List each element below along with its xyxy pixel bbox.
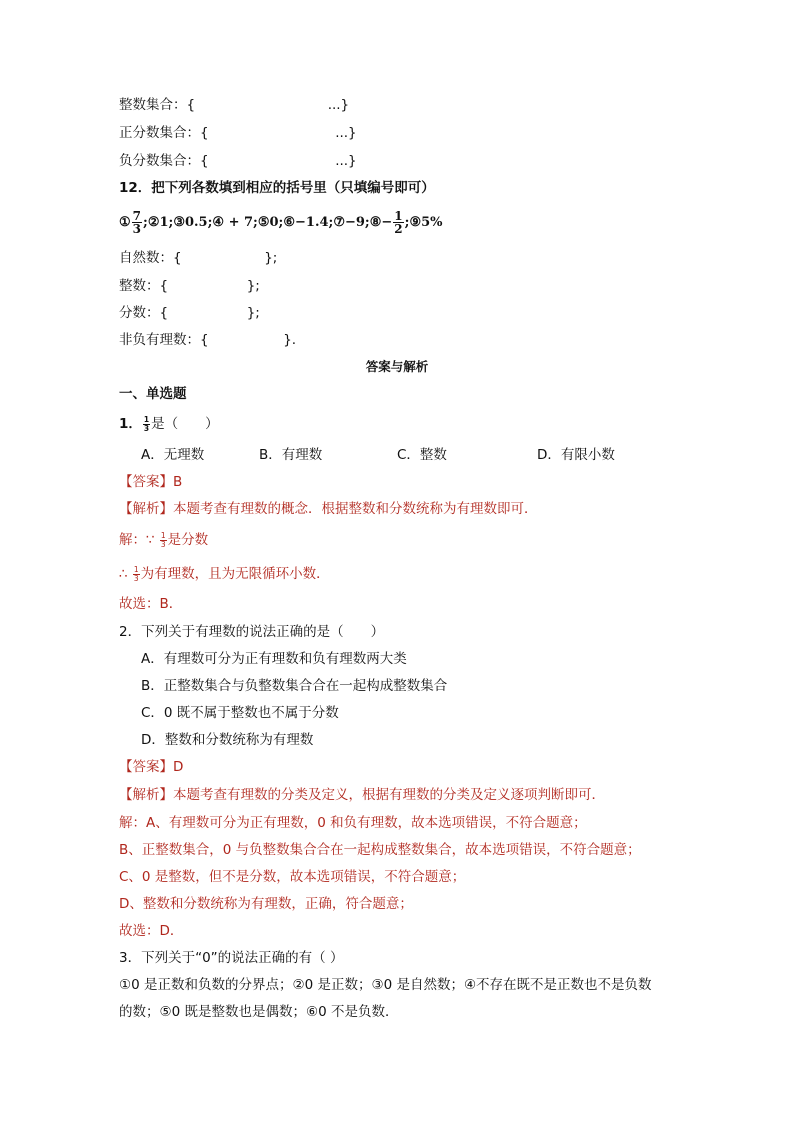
fraction-denominator: 3	[132, 222, 142, 236]
q2-conclusion: 故选：D．	[119, 923, 184, 939]
q2-option-d[interactable]: D．整数和分数统称为有理数	[141, 732, 314, 748]
set-label: 分数：{	[119, 305, 169, 321]
q12-number-list	[119, 206, 443, 240]
fraction-denominator: 3	[143, 423, 150, 433]
solution-tail: 为有理数，且为无限循环小数．	[140, 566, 330, 582]
set-label: 自然数：{	[119, 250, 182, 266]
q2-option-b[interactable]: B．正整数集合与负整数集合合在一起构成整数集合	[141, 678, 448, 694]
q2-option-a[interactable]: A．有理数可分为正有理数和负有理数两大类	[141, 651, 407, 667]
q12-fraction-line	[119, 303, 260, 323]
q12-item-7: ⑦−9;	[333, 215, 370, 230]
set-close: };	[246, 305, 260, 321]
question-number: 1．	[119, 416, 142, 432]
set-label: 正分数集合：{	[119, 125, 209, 141]
q1-option-b[interactable]: B．有理数	[259, 447, 323, 463]
solution-prefix: 解：∵	[119, 532, 155, 548]
q1-analysis: 【解析】本题考查有理数的概念．根据整数和分数统称为有理数即可．	[119, 501, 538, 517]
set-line-integer	[119, 95, 349, 115]
q12-item-2: ②1;	[147, 215, 174, 230]
set-label: 负分数集合：{	[119, 153, 209, 169]
fraction-numerator: 1	[143, 415, 150, 424]
set-label: 整数：{	[119, 278, 169, 294]
q12-integer-line	[119, 276, 260, 296]
q12-item-8	[369, 209, 410, 236]
set-close: ...}	[335, 153, 357, 169]
q2-solution-line: 解：A、有理数可分为正有理数，0 和负有理数，故本选项错误，不符合题意；	[119, 815, 587, 831]
q1-option-d[interactable]: D．有限小数	[537, 447, 615, 463]
question-tail: 是（ ）	[151, 416, 219, 432]
q1-conclusion: 故选：B．	[119, 596, 183, 612]
q2-solution-line: B、正整数集合，0 与负整数集合合在一起构成整数集合，故本选项错误，不符合题意；	[119, 842, 641, 858]
item-mark: ①	[119, 215, 131, 230]
set-label: 非负有理数：{	[119, 332, 209, 348]
q2-stem: 2．下列关于有理数的说法正确的是（ ）	[119, 624, 385, 640]
q3-statement-line-2: 的数；⑤0 既是整数也是偶数；⑥0 不是负数．	[119, 1004, 399, 1020]
fraction	[393, 210, 403, 235]
set-close: }.	[283, 332, 297, 348]
q1-solution-line-1	[119, 528, 208, 552]
q3-statement-line-1: ①0 是正数和负数的分界点；②0 是正数；③0 是自然数；④不存在既不是正数也不是负数	[119, 977, 652, 993]
set-close: };	[264, 250, 278, 266]
q1-stem	[119, 412, 219, 436]
fraction-numerator: 7	[132, 209, 142, 223]
fraction-denominator: 3	[133, 573, 139, 583]
q2-analysis: 【解析】本题考查有理数的分类及定义，根据有理数的分类及定义逐项判断即可．	[119, 787, 605, 803]
item-mark: ⑧−	[369, 215, 393, 230]
fraction	[132, 210, 142, 235]
fraction-denominator: 3	[160, 539, 166, 549]
q2-answer: 【答案】D	[119, 759, 184, 775]
q1-option-c[interactable]: C．整数	[397, 447, 447, 463]
solution-tail: 是分数	[167, 532, 209, 548]
answer-title: 答案与解析	[365, 359, 429, 374]
q12-item-6: ⑥−1.4;	[283, 215, 334, 230]
fraction-numerator: 1	[133, 565, 139, 574]
set-line-negative-fraction	[119, 151, 357, 171]
q12-natural-line	[119, 248, 277, 268]
fraction	[133, 566, 140, 582]
set-line-positive-fraction	[119, 123, 357, 143]
q1-solution-line-2	[119, 562, 330, 586]
set-close: ...}	[335, 125, 357, 141]
fraction-numerator: 1	[160, 531, 166, 540]
q12-stem: 12．把下列各数填到相应的括号里（只填编号即可）	[119, 180, 435, 196]
q1-answer: 【答案】B	[119, 474, 183, 490]
section-heading: 一、单选题	[119, 386, 187, 402]
q2-solution-line: C、0 是整数，但不是分数，故本选项错误，不符合题意；	[119, 869, 466, 885]
q2-option-c[interactable]: C．0 既不属于整数也不属于分数	[141, 705, 339, 721]
q12-nonnegative-line	[119, 330, 296, 350]
q3-stem: 3．下列关于“0”的说法正确的有（ ）	[119, 950, 344, 966]
set-close: };	[246, 278, 260, 294]
fraction	[143, 416, 150, 432]
fraction-numerator: 1	[394, 209, 403, 223]
q12-item-5: ⑤0;	[257, 215, 284, 230]
q12-item-3: ③0.5;	[173, 215, 213, 230]
q1-option-a[interactable]: A．无理数	[141, 447, 205, 463]
fraction-denominator: 2	[394, 222, 403, 236]
q12-item-4: ④ + 7;	[212, 215, 258, 230]
q12-item-9: ⑨5%	[409, 215, 443, 230]
q2-solution-line: D、整数和分数统称为有理数，正确，符合题意；	[119, 896, 413, 912]
fraction	[160, 532, 167, 548]
separator: ;	[404, 215, 410, 230]
separator: ;	[143, 215, 148, 230]
q12-item-1	[119, 209, 148, 236]
set-close: ...}	[327, 97, 350, 113]
set-label: 整数集合：{	[119, 97, 196, 113]
solution-prefix: ∴	[119, 566, 128, 582]
